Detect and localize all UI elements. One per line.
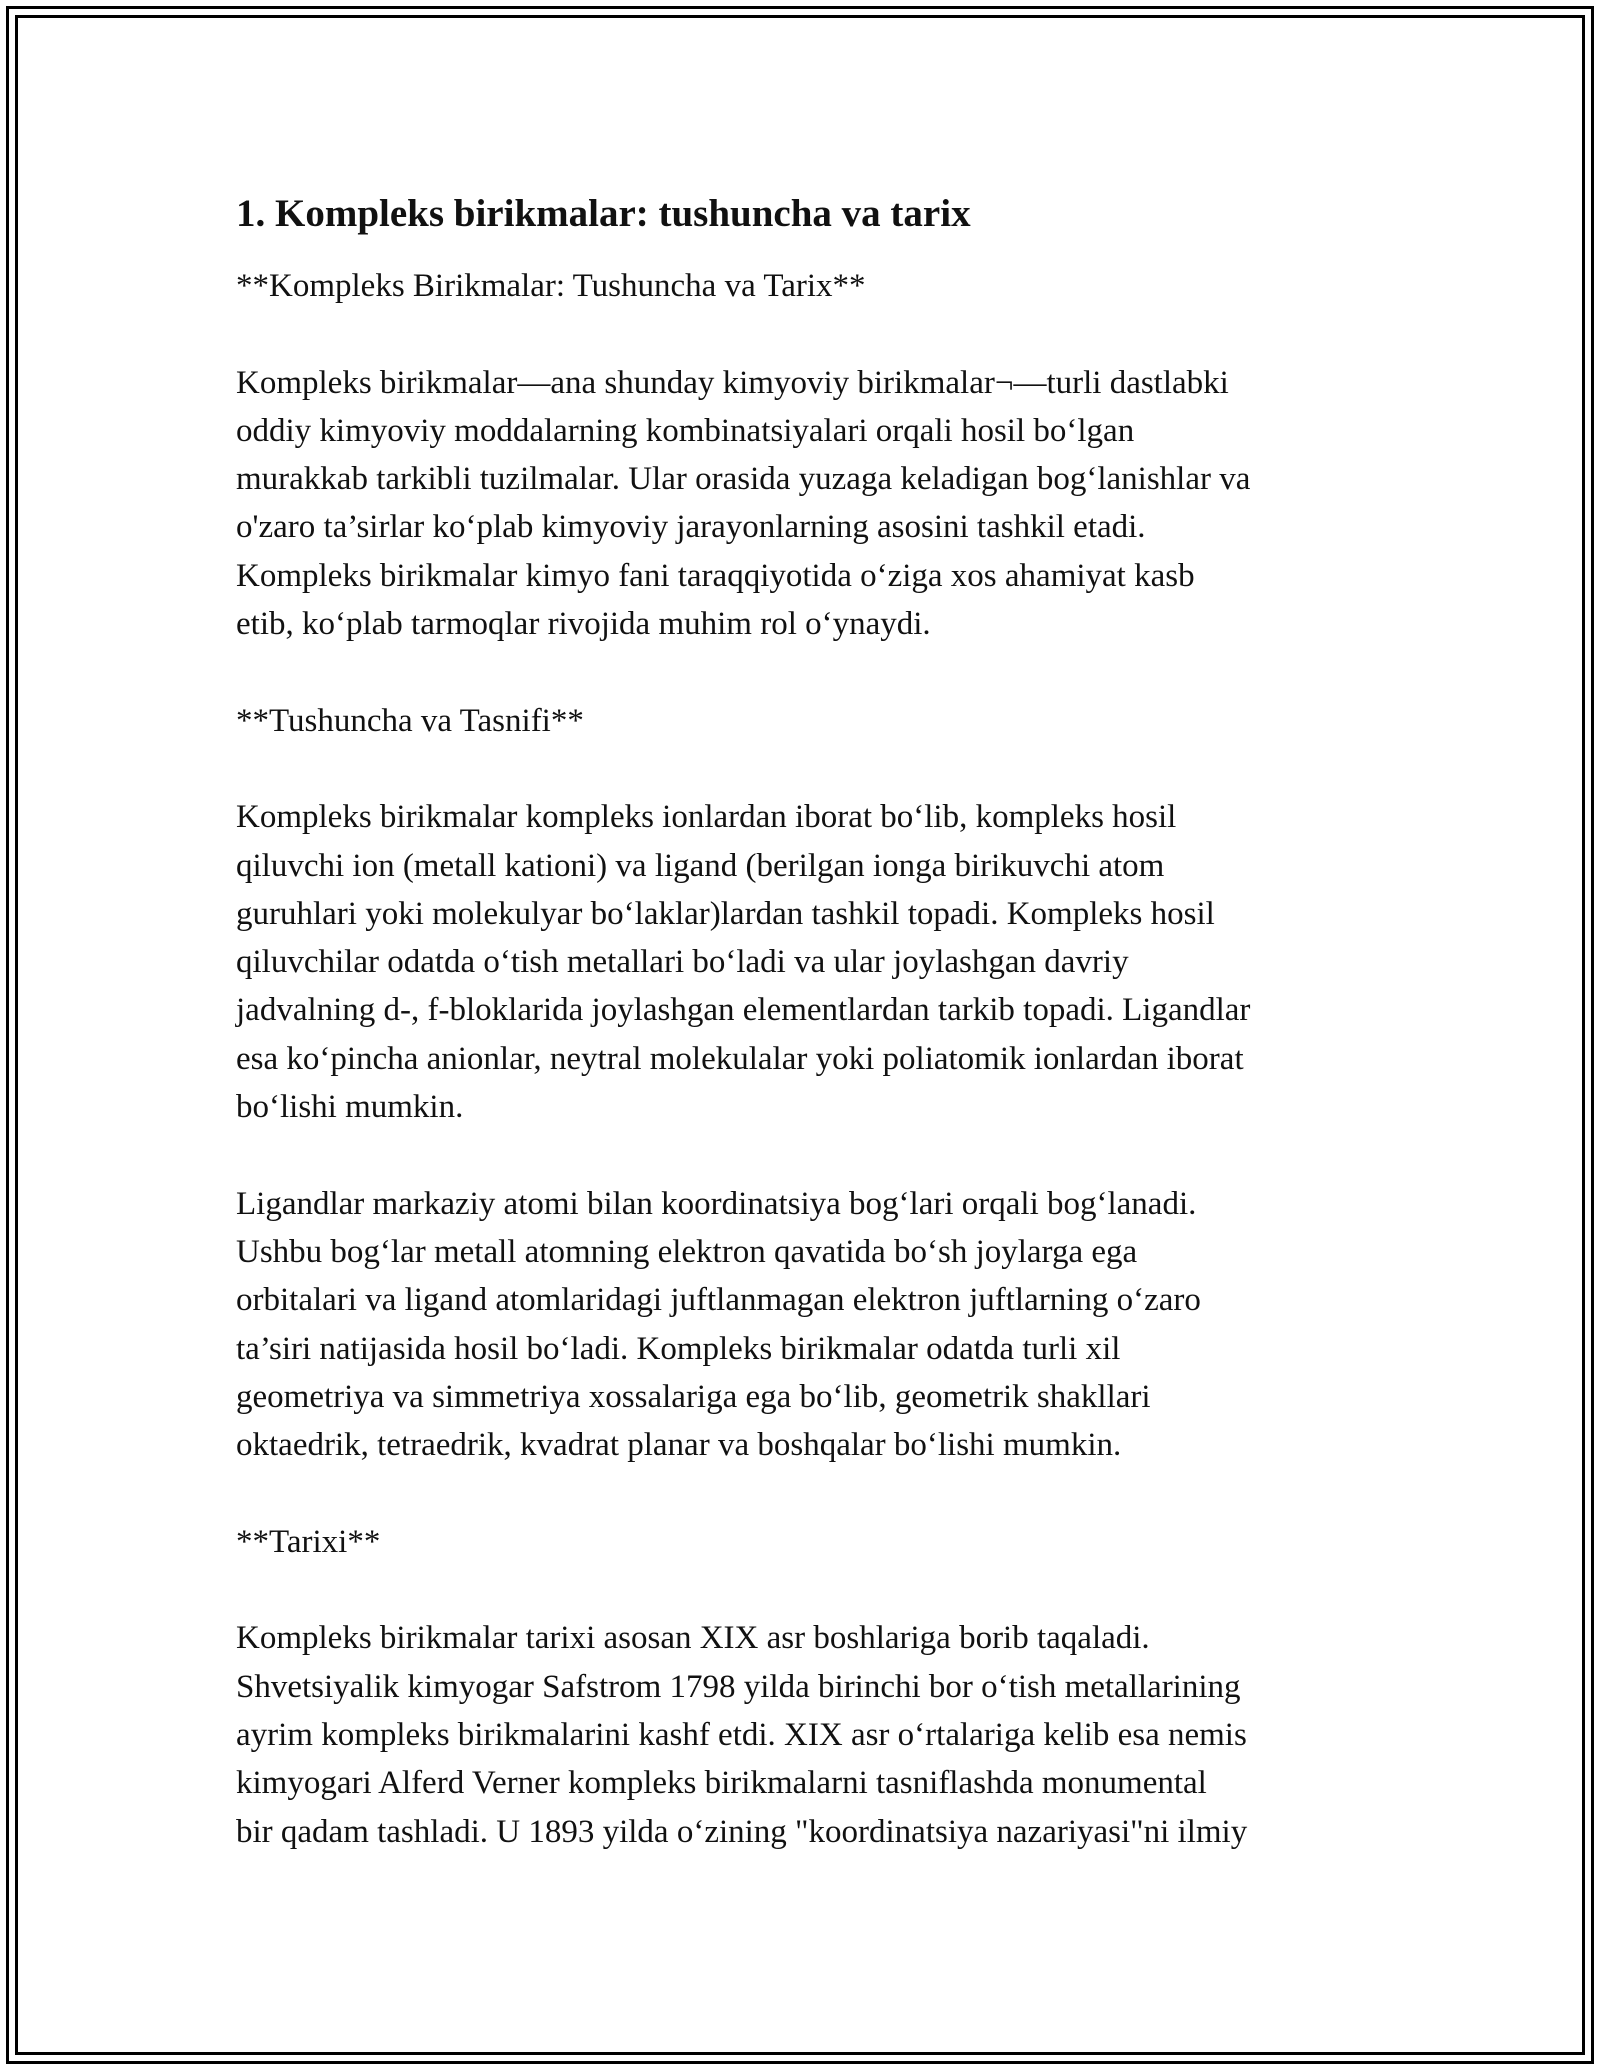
text-line: Kompleks birikmalar kimyo fani taraqqiyotida o‘ziga xos ahamiyat kasb [236, 557, 1195, 594]
text-line: bo‘lishi mumkin. [236, 1089, 464, 1126]
text-line: **Kompleks Birikmalar: Tushuncha va Tarix** [236, 268, 866, 304]
text-line: ta’siri natijasida hosil bo‘ladi. Kompleks birikmalar odatda turli xil [236, 1330, 1121, 1367]
text-line: Ushbu bog‘lar metall atomning elektron qavatida bo‘sh joylarga ega [236, 1233, 1138, 1270]
text-line: esa ko‘pincha anionlar, neytral molekulalar yoki poliatomik ionlardan iborat [236, 1040, 1244, 1077]
text-line: Shvetsiyalik kimyogar Safstrom 1798 yilda birinchi bor o‘tish metallarining [236, 1668, 1241, 1705]
text-line: Kompleks birikmalar kompleks ionlardan iborat bo‘lib, kompleks hosil [236, 799, 1177, 836]
paragraph [236, 1614, 1381, 1855]
section-heading [236, 262, 1381, 310]
text-line: Kompleks birikmalar tarixi asosan XIX asr boshlariga borib taqaladi. [236, 1620, 1150, 1657]
paragraph [236, 359, 1381, 649]
text-line: qiluvchilar odatda o‘tish metallari bo‘ladi va ular joylashgan davriy [236, 944, 1129, 981]
text-line: **Tushuncha va Tasnifi** [236, 702, 584, 739]
text-line: oktaedrik, tetraedrik, kvadrat planar va boshqalar bo‘lishi mumkin. [236, 1427, 1122, 1464]
text-line: guruhlari yoki molekulyar bo‘laklar)lardan tashkil topadi. Kompleks hosil [236, 895, 1215, 932]
document-blocks [236, 262, 1381, 1856]
text-line: jadvalning d-, f-bloklarida joylashgan elementlardan tarkib topadi. Ligandlar [236, 992, 1251, 1029]
text-line: ayrim kompleks birikmalarini kashf etdi. XIX asr o‘rtalariga kelib esa nemis [236, 1716, 1247, 1753]
text-line: etib, ko‘plab tarmoqlar rivojida muhim rol o‘ynaydi. [236, 606, 931, 643]
page-title: 1. Kompleks birikmalar: tushuncha va tarix [236, 192, 971, 235]
text-line: Kompleks birikmalar—ana shunday kimyoviy birikmalar¬—turli dastlabki [236, 364, 1229, 401]
text-line: qiluvchi ion (metall kationi) va ligand (berilgan ionga birikuvchi atom [236, 847, 1165, 884]
text-line: orbitalari va ligand atomlaridagi juftlanmagan elektron juftlarning o‘zaro [236, 1282, 1201, 1319]
paragraph [236, 1180, 1381, 1470]
paragraph [236, 793, 1381, 1131]
document-body [236, 190, 1381, 1904]
text-line: **Tarixi** [236, 1523, 381, 1560]
text-line: oddiy kimyoviy moddalarning kombinatsiyalari orqali hosil bo‘lgan [236, 412, 1135, 449]
section-heading [236, 697, 1381, 745]
section-heading [236, 1518, 1381, 1566]
text-line: geometriya va simmetriya xossalariga ega bo‘lib, geometrik shakllari [236, 1378, 1151, 1415]
text-line: kimyogari Alferd Verner kompleks birikmalarni tasniflashda monumental [236, 1765, 1207, 1802]
text-line: Ligandlar markaziy atomi bilan koordinatsiya bog‘lari orqali bog‘lanadi. [236, 1185, 1197, 1222]
text-line: o'zaro ta’sirlar ko‘plab kimyoviy jarayonlarning asosini tashkil etadi. [236, 509, 1146, 546]
text-line: bir qadam tashladi. U 1893 yilda o‘zining "koordinatsiya nazariyasi"ni ilmiy [236, 1813, 1248, 1850]
text-line: murakkab tarkibli tuzilmalar. Ular orasida yuzaga keladigan bog‘lanishlar va [236, 461, 1251, 498]
